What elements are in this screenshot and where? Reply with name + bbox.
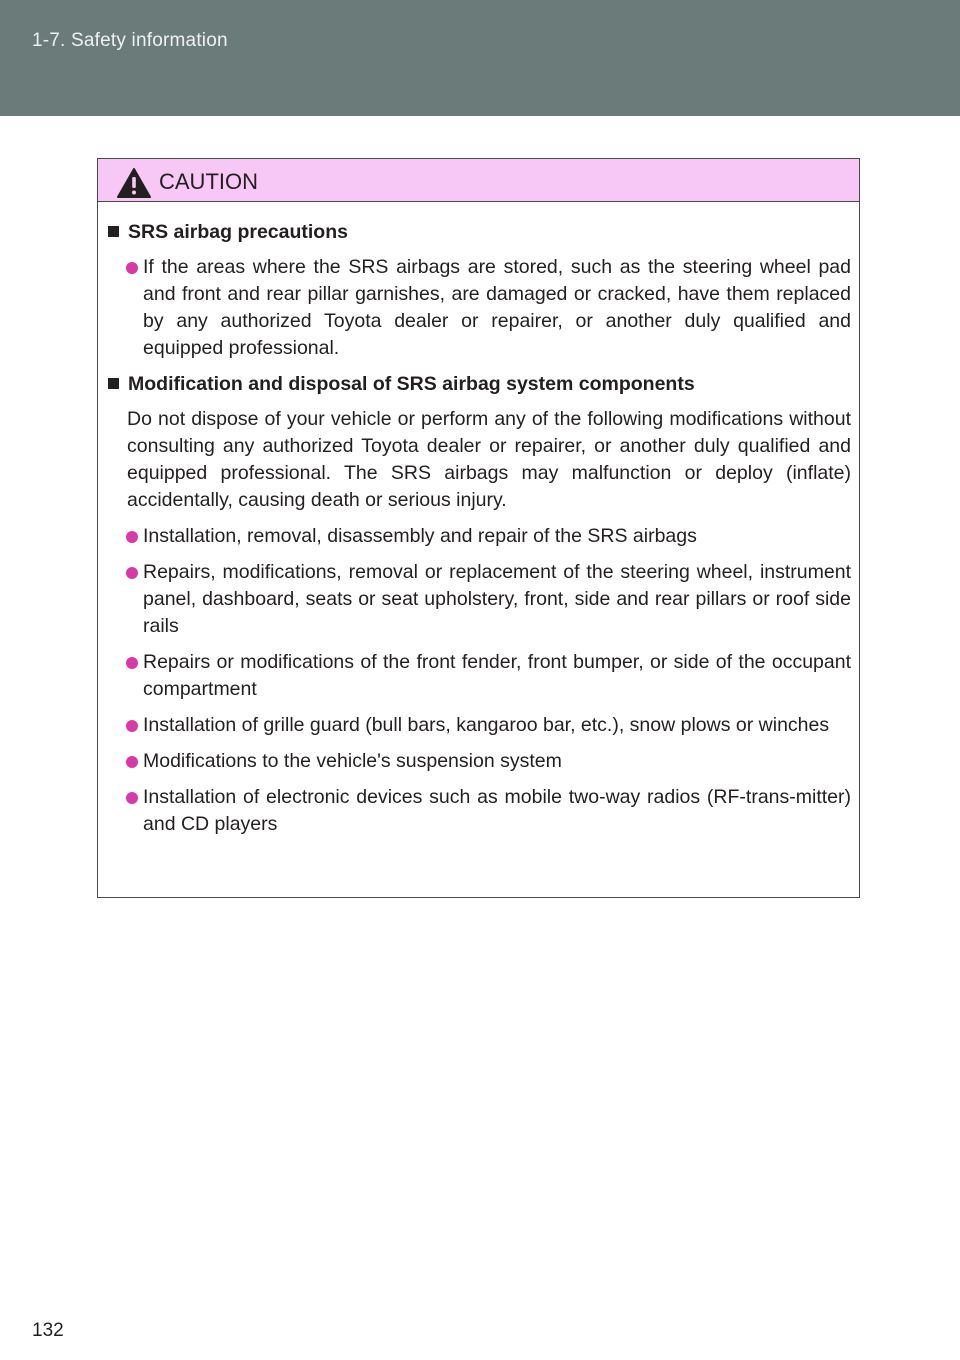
caution-body (98, 202, 859, 897)
bullet-item (108, 649, 851, 703)
bullet-text: Installation of electronic devices such as mobile two-way radios (RF-trans-mitter) and CD players (143, 786, 851, 835)
bullet-text: Installation of grille guard (bull bars, kangaroo bar, etc.), snow plows or winches (143, 714, 830, 736)
section-heading-modification-disposal (108, 371, 851, 398)
bullet-item (108, 712, 851, 739)
header-bar (0, 0, 960, 116)
bullet-item (108, 559, 851, 640)
section-heading-srs-precautions (108, 219, 851, 246)
caution-title: CAUTION (159, 169, 258, 194)
bullet-item (108, 254, 851, 362)
bullet-dot-icon (126, 720, 138, 732)
square-bullet-icon (108, 378, 119, 389)
caution-header (98, 159, 859, 202)
warning-icon (116, 167, 152, 199)
bullet-dot-icon (126, 792, 138, 804)
page-number: 132 (32, 1320, 64, 1341)
bullet-dot-icon (126, 756, 138, 768)
bullet-dot-icon (126, 567, 138, 579)
bullet-text: Installation, removal, disassembly and repair of the SRS airbags (143, 525, 697, 547)
bullet-text: Repairs, modifications, removal or replacement of the steering wheel, instrument panel, dashboard, seats or seat upholstery, front, side and rear pillars or roof side rails (143, 561, 851, 637)
bullet-dot-icon (126, 657, 138, 669)
section-heading-text: Modification and disposal of SRS airbag system components (128, 373, 695, 395)
bullet-text: Repairs or modifications of the front fender, front bumper, or side of the occupant compartment (143, 651, 851, 700)
caution-box (97, 158, 860, 898)
bullet-item (108, 748, 851, 775)
section-heading-text: SRS airbag precautions (128, 221, 348, 243)
bullet-text: If the areas where the SRS airbags are stored, such as the steering wheel pad and front and rear pillar garnishes, are damaged or cracked, have them replaced by any authorized Toyota dealer or repairer, or another duly qualified and equipped professional. (143, 256, 851, 359)
section-title: 1-7. Safety information (32, 30, 228, 51)
square-bullet-icon (108, 226, 119, 237)
section-paragraph: Do not dispose of your vehicle or perform any of the following modifications without consulting any authorized Toyota dealer or repairer, or another duly qualified and equipped professional. The SRS airbags may malfunction or deploy (inflate) accidentally, causing death or serious injury. (127, 408, 851, 511)
bullet-dot-icon (126, 262, 138, 274)
bullet-item (108, 784, 851, 838)
bullet-dot-icon (126, 531, 138, 543)
bullet-item (108, 523, 851, 550)
bullet-text: Modifications to the vehicle's suspension system (143, 750, 562, 772)
